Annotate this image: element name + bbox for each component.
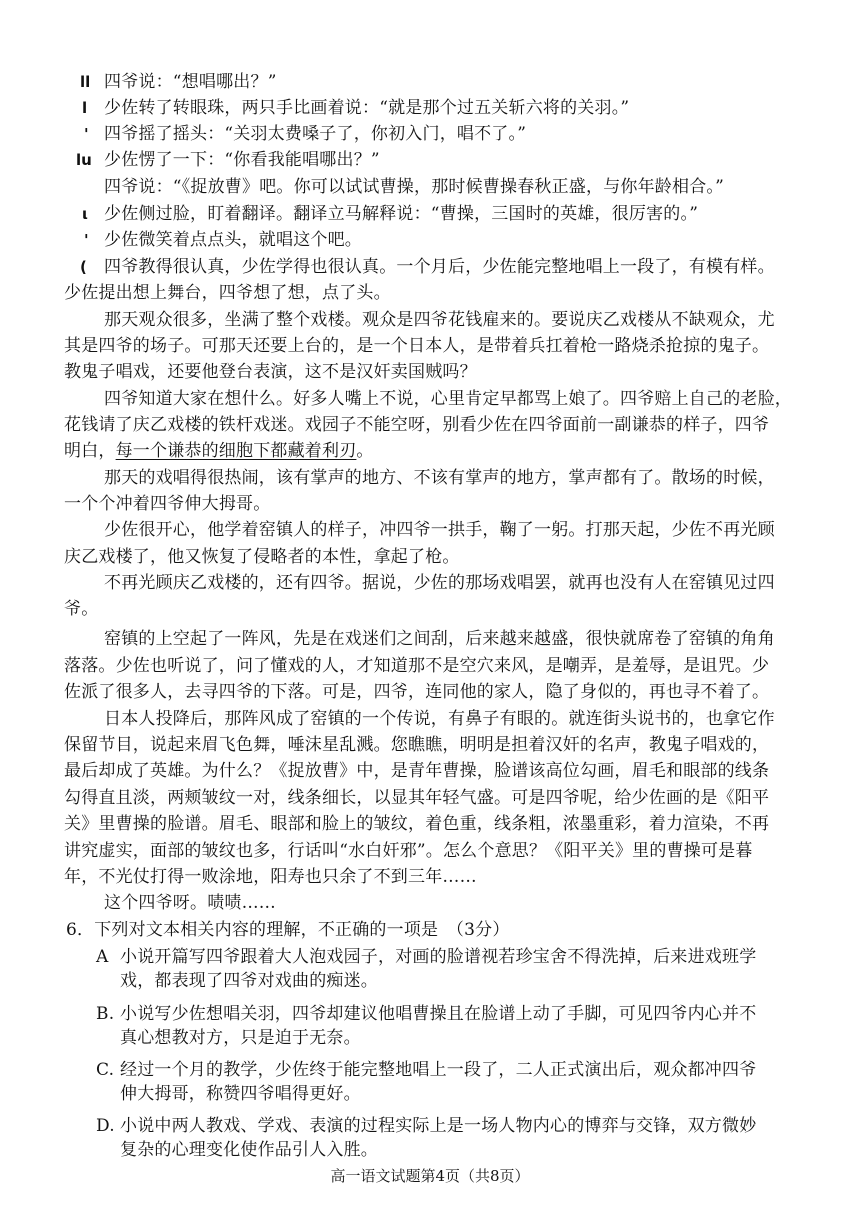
- margin-mark: (: [80, 258, 87, 276]
- story-line: 花钱请了庆乙戏楼的铁杆戏迷。戏园子不能空呀，别看少佐在四爷面前一副谦恭的样子，四爷: [64, 415, 770, 435]
- option-d-text: 小说中两人教戏、学戏、表演的过程实际上是一场人物内心的博弈与交锋，双方微妙: [120, 1116, 757, 1136]
- margin-mark: ll: [80, 73, 91, 91]
- story-line: 四爷教得很认真，少佐学得也很认真。一个月后，少佐能完整地唱上一段了，有模有样。: [104, 257, 775, 277]
- story-line: 佐派了很多人，去寻四爷的下落。可是，四爷，连同他的家人，隐了身似的，再也寻不着了。: [64, 682, 770, 702]
- story-line: 四爷说：“想唱哪出？”: [104, 72, 277, 92]
- story-line: 讲究虚实，面部的皱纹也多，行话叫“水白奸邪”。怎么个意思？《阳平关》里的曹操可是暮: [64, 841, 753, 861]
- story-line: 庆乙戏楼了，他又恢复了侵略者的本性，拿起了枪。: [64, 547, 460, 567]
- margin-mark: ': [84, 231, 89, 249]
- option-d-text: 复杂的心理变化使作品引人入胜。: [120, 1140, 378, 1160]
- story-text: 明白，: [64, 441, 116, 461]
- story-line: 一个个冲着四爷伸大拇哥。: [64, 494, 271, 514]
- story-line: 四爷知道大家在想什么。好多人嘴上不说，心里肯定早都骂上娘了。四爷赔上自己的老脸，: [104, 389, 792, 409]
- story-line: 窑镇的上空起了一阵风，先是在戏迷们之间刮，后来越来越盛，很快就席卷了窑镇的角角: [104, 629, 775, 649]
- option-b-text: 小说写少佐想唱关羽，四爷却建议他唱曹操且在脸谱上动了手脚，可见四爷内心并不: [120, 1004, 757, 1024]
- story-line: 这个四爷呀。啧啧……: [104, 893, 276, 913]
- story-line: 落落。少佐也听说了，问了懂戏的人，才知道那不是空穴来风，是嘲弄，是羞辱，是诅咒。少: [64, 656, 770, 676]
- story-line: 少佐转了转眼珠，两只手比画着说：“就是那个过五关斩六将的关羽。”: [104, 98, 630, 118]
- page-footer: 高一语文试题第4页（共8页）: [330, 1167, 530, 1185]
- question-stem: 6．下列对文本相关内容的理解，不正确的一项是 （3分）: [66, 920, 510, 940]
- story-line: 那天的戏唱得很热闹，该有掌声的地方、不该有掌声的地方，掌声都有了。散场的时候，: [104, 468, 775, 488]
- story-line: [64, 440, 804, 462]
- underlined-sentence: 每一个谦恭的细胞下都藏着利刃: [115, 441, 357, 461]
- option-b-text: 真心想教对方，只是迫于无奈。: [120, 1028, 361, 1048]
- story-line: 少佐侧过脸，盯着翻译。翻译立马解释说：“曹操，三国时的英雄，很厉害的。”: [104, 204, 699, 224]
- story-line: 爷。: [64, 599, 99, 619]
- story-line: 最后却成了英雄。为什么？《捉放曹》中，是青年曹操，脸谱该高位勾画，眉毛和眼部的线条: [64, 761, 770, 781]
- option-c-text: 经过一个月的教学，少佐终于能完整地唱上一段了，二人正式演出后，观众都冲四爷: [120, 1060, 757, 1080]
- option-a-text: 戏，都表现了四爷对戏曲的痴迷。: [120, 971, 378, 991]
- story-line: 少佐提出想上舞台，四爷想了想，点了头。: [64, 283, 391, 303]
- story-line: 少佐很开心，他学着窑镇人的样子，冲四爷一拱手，鞠了一躬。打那天起，少佐不再光顾: [104, 520, 775, 540]
- story-text: 。: [356, 441, 374, 461]
- story-line: 勾得直且淡，两颊皱纹一对，线条细长，以显其年轻气盛。可是四爷呢，给少佐画的是《阳平: [64, 788, 770, 808]
- option-c-text: 伸大拇哥，称赞四爷唱得更好。: [120, 1084, 361, 1104]
- story-line: 其是四爷的场子。可那天还要上台的，是一个日本人，是带着兵扛着枪一路烧杀抢掠的鬼子。: [64, 336, 770, 356]
- story-line: 教鬼子唱戏，还要他登台表演，这不是汉奸卖国贼吗？: [64, 362, 477, 382]
- story-line: 少佐愣了一下：“你看我能唱哪出？”: [104, 150, 380, 170]
- margin-mark: lu: [76, 151, 92, 169]
- option-label: C.: [96, 1060, 115, 1080]
- story-line: 保留节目，说起来眉飞色舞，唾沫星乱溅。您瞧瞧，明明是担着汉奸的名声，教鬼子唱戏的，: [64, 735, 770, 755]
- story-line: 四爷摇了摇头：“关羽太费嗓子了，你初入门，唱不了。”: [104, 124, 527, 144]
- option-label: D.: [96, 1116, 115, 1136]
- option-label: A: [96, 947, 109, 967]
- story-line: 那天观众很多，坐满了整个戏楼。观众是四爷花钱雇来的。要说庆乙戏楼从不缺观众，尤: [104, 310, 775, 330]
- story-line: 四爷说：“《捉放曹》吧。你可以试试曹操，那时候曹操春秋正盛，与你年龄相合。”: [104, 177, 724, 197]
- option-label: B.: [96, 1004, 115, 1024]
- story-line: 不再光顾庆乙戏楼的，还有四爷。据说，少佐的那场戏唱罢，就再也没有人在窑镇见过四: [104, 573, 775, 593]
- margin-mark: l: [82, 99, 88, 117]
- story-line: 年，不光仗打得一败涂地，阳寿也只余了不到三年……: [64, 867, 477, 887]
- margin-mark: ι: [82, 205, 88, 223]
- story-line: 少佐微笑着点点头，就唱这个吧。: [104, 230, 362, 250]
- story-line: 日本人投降后，那阵风成了窑镇的一个传说，有鼻子有眼的。就连街头说书的，也拿它作: [104, 709, 775, 729]
- margin-mark: ': [84, 125, 89, 143]
- story-line: 关》里曹操的脸谱。眉毛、眼部和脸上的皱纹，着色重，线条粗，浓墨重彩，着力渲染，不再: [64, 814, 770, 834]
- option-a-text: 小说开篇写四爷跟着大人泡戏园子，对画的脸谱视若珍宝舍不得洗掉，后来进戏班学: [120, 947, 757, 967]
